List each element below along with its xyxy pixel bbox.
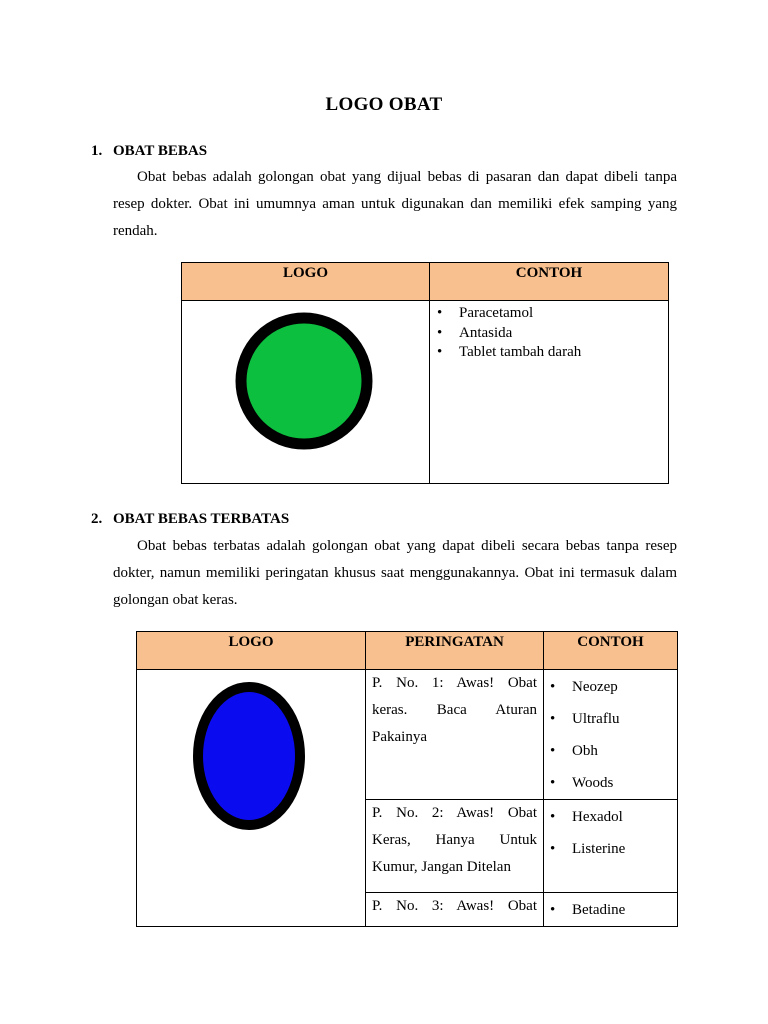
examples-list [544,893,677,926]
list-item: • Hexadol [572,801,677,833]
section-number: 2. [91,511,103,527]
warning-line: Keras, Hanya Untuk [372,832,537,848]
warning-line: Kumur, Jangan Ditelan [372,859,511,875]
warning-cell [366,670,544,800]
examples-list [544,670,677,799]
blue-circle-logo-icon [137,670,364,850]
examples-list [430,301,668,363]
section-1-heading [91,143,207,160]
warning-text [366,893,543,920]
list-item: • Ultraflu [572,703,677,735]
warning-line: keras. Baca Aturan [372,702,537,718]
section-title: OBAT BEBAS TERBATAS [113,511,290,527]
examples-list [544,800,677,865]
list-item: • Antasida [459,324,668,344]
warning-line: P. No. 3: Awas! Obat [372,898,537,914]
logo-cell [182,301,430,484]
examples-cell [430,301,669,484]
list-item: • Neozep [572,671,677,703]
warning-cell [366,800,544,893]
examples-cell [544,670,678,800]
list-item: • Woods [572,767,677,799]
section-2-paragraph: Obat bebas terbatas adalah golongan obat yang dapat dibeli secara bebas tanpa resep dokter, namun memiliki peringatan khusus saat menggunakannya. Obat ini termasuk dalam golongan obat keras. [113,538,677,608]
section-number: 1. [91,143,103,159]
section-title: OBAT BEBAS [113,143,208,159]
section-1-paragraph: Obat bebas adalah golongan obat yang dijual bebas di pasaran dan dapat dibeli tanpa resep dokter. Obat ini umumnya aman untuk digunakan dan memiliki efek samping yang rendah. [113,169,677,239]
obat-bebas-table [181,262,669,484]
warning-line: Pakainya [372,729,427,745]
header-contoh: CONTOH [544,632,678,670]
warning-text [366,670,543,751]
logo-cell [137,670,366,927]
examples-cell [544,800,678,893]
warning-line: P. No. 2: Awas! Obat [372,805,537,821]
header-logo: LOGO [182,263,430,301]
page-title: LOGO OBAT [325,94,443,115]
list-item: • Obh [572,735,677,767]
header-contoh: CONTOH [430,263,669,301]
warning-line: P. No. 1: Awas! Obat [372,675,537,691]
warning-text [366,800,543,881]
header-logo: LOGO [137,632,366,670]
list-item: • Listerine [572,833,677,865]
list-item: • Betadine [572,894,677,926]
header-peringatan: PERINGATAN [366,632,544,670]
list-item: • Tablet tambah darah [459,343,668,363]
section-2-heading [91,511,289,528]
warning-cell [366,893,544,927]
examples-cell [544,893,678,927]
green-circle-logo-icon [182,301,428,483]
list-item: • Paracetamol [459,304,668,324]
obat-bebas-terbatas-table [136,631,678,927]
